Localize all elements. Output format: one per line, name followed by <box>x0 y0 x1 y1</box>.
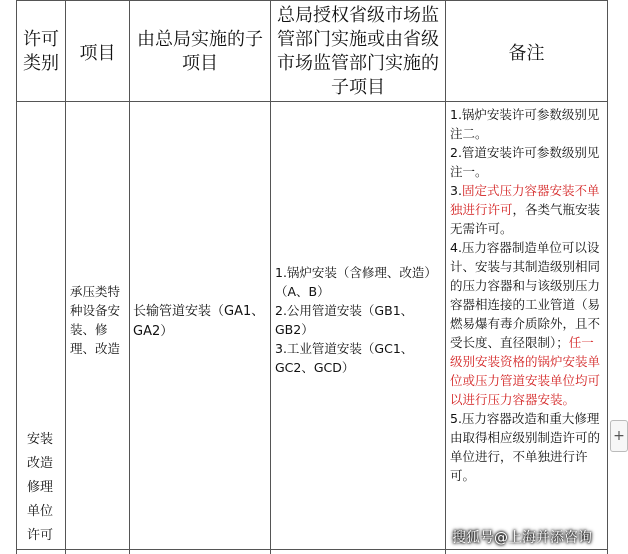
header-category: 许可类别 <box>23 29 59 74</box>
provincial-item-industrial-pipeline: 3.工业管道安装（GC1、GC2、GCD） <box>275 341 414 375</box>
note-3-highlight: 固定式压力容器安装不单独进行许可 <box>450 183 600 217</box>
col-divider-3 <box>270 0 271 554</box>
col-divider-2 <box>129 0 130 554</box>
table-border-top <box>16 0 608 1</box>
header-notes: 备注 <box>508 43 545 64</box>
table-border-bottom <box>16 549 608 550</box>
col-divider-4 <box>445 0 446 554</box>
note-2: 2.管道安装许可参数级别见注一。 <box>450 145 600 179</box>
cell-central-subitem: 长输管道安装（GA1、GA2） <box>133 304 265 339</box>
cell-category: 安装改造修理单位许可 <box>27 432 54 543</box>
header-project: 项目 <box>79 43 116 64</box>
cell-provincial-subitems <box>275 263 443 377</box>
col-border-right <box>607 0 608 554</box>
note-4: 4.压力容器制造单位可以设计、安装与其制造级别相同的压力容器和与该级别压力容器相连接的工业管道（易燃易爆有毒介质除外，且不受长度、直径限制）；任一级别安装资格的锅炉安装单位或压力管道安装单位均可以进行压力容器安装。 <box>450 240 601 407</box>
col-border-left <box>16 0 17 554</box>
note-1: 1.锅炉安装许可参数级别见注二。 <box>450 107 600 141</box>
header-central-subitems: 由总局实施的子项目 <box>137 29 263 74</box>
watermark: 搜狐号@上海并添咨询 <box>452 530 592 546</box>
cell-notes <box>450 105 606 485</box>
provincial-item-boiler: 1.锅炉安装（含修理、改造）（A、B） <box>275 265 437 299</box>
note-3: 3.固定式压力容器安装不单独进行许可，各类气瓶安装无需许可。 <box>450 183 601 236</box>
header-provincial-subitems: 总局授权省级市场监管部门实施或由省级市场监管部门实施的子项目 <box>277 5 439 98</box>
provincial-item-public-pipeline: 2.公用管道安装（GB1、GB2） <box>275 303 414 337</box>
col-divider-1 <box>65 0 66 554</box>
header-divider <box>16 101 608 102</box>
expand-icon[interactable]: + <box>610 420 628 452</box>
cell-project: 承压类特种设备安装、修理、改造 <box>70 284 121 356</box>
note-4-highlight: 任一级别安装资格的锅炉安装单位或压力管道安装单位均可以进行压力容器安装。 <box>450 335 601 407</box>
note-5: 5.压力容器改造和重大修理由取得相应级别制造许可的单位进行，不单独进行许可。 <box>450 411 601 483</box>
